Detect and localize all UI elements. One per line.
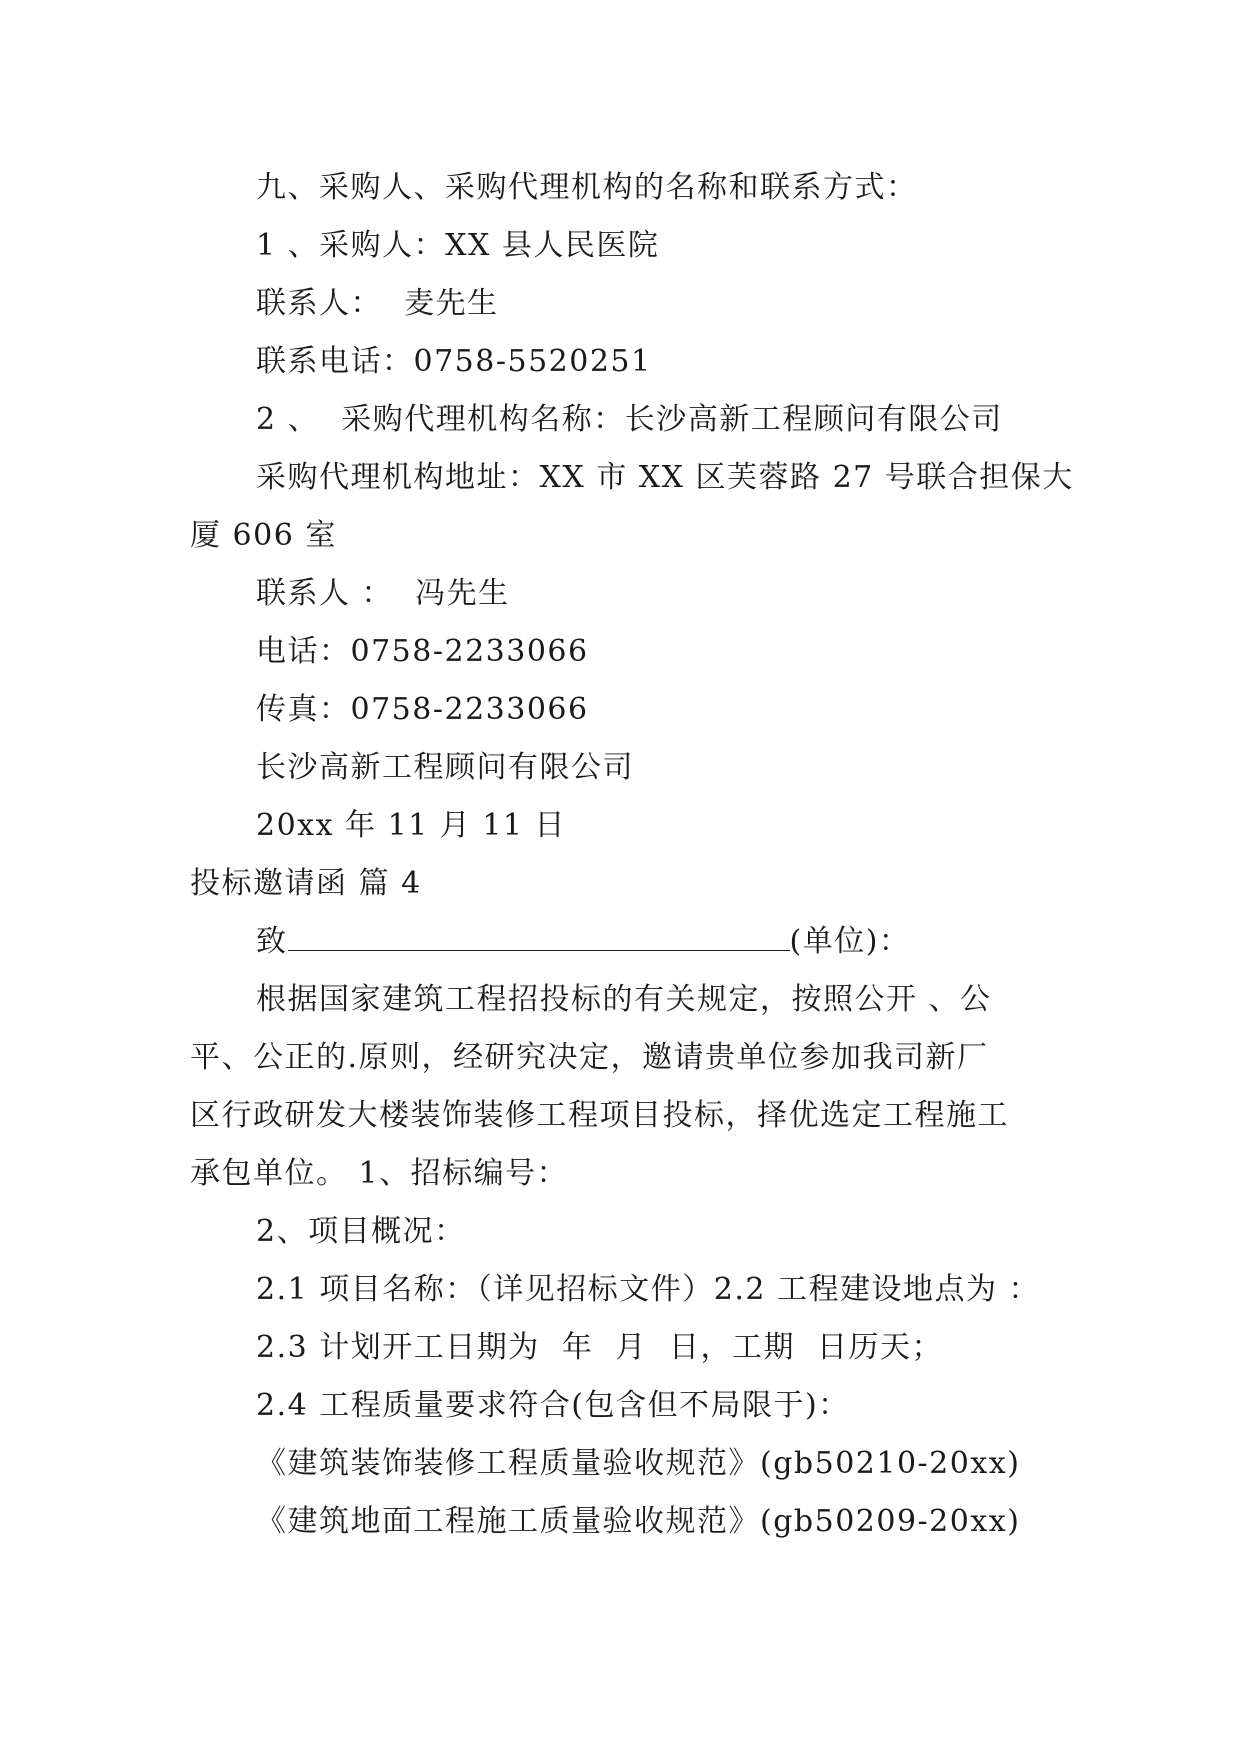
standard-ref: 《建筑装饰装修工程质量验收规范》(gb50210-20xx) (256, 1446, 1021, 1481)
agency-phone: 电话：0758-2233066 (256, 634, 589, 669)
agency-name: 2 、 采购代理机构名称：长沙高新工程顾问有限公司 (256, 402, 1003, 437)
agency-signature: 长沙高新工程顾问有限公司 (256, 750, 634, 785)
section-heading-9: 九、采购人、采购代理机构的名称和联系方式： (256, 170, 918, 205)
body-paragraph-line: 平、公正的.原则，经研究决定，邀请贵单位参加我司新厂 (190, 1040, 989, 1075)
addressee-line (256, 922, 910, 962)
section-title: 投标邀请函 篇 4 (190, 866, 422, 901)
addressee-suffix: (单位)： (789, 924, 911, 959)
agency-address-cont: 厦 606 室 (190, 518, 337, 553)
schedule-item: 2.3 计划开工日期为 年 月 日，工期 日历天； (256, 1330, 944, 1365)
project-name-item: 2.1 项目名称：（详见招标文件）2.2 工程建设地点为 ： (256, 1272, 1041, 1307)
standard-ref: 《建筑地面工程施工质量验收规范》(gb50209-20xx) (256, 1504, 1021, 1539)
purchaser-name: 1 、采购人：XX 县人民医院 (256, 228, 660, 263)
body-paragraph-line: 根据国家建筑工程招投标的有关规定，按照公开 、公 (256, 982, 992, 1017)
body-paragraph-line: 区行政研发大楼装饰装修工程项目投标，择优选定工程施工 (190, 1098, 1009, 1133)
purchaser-contact: 联系人： 麦先生 (256, 286, 499, 321)
agency-address: 采购代理机构地址：XX 市 XX 区芙蓉路 27 号联合担保大 (256, 460, 1074, 495)
agency-fax: 传真：0758-2233066 (256, 692, 589, 727)
addressee-prefix: 致 (256, 924, 288, 959)
body-paragraph-line: 承包单位。 1、招标编号： (190, 1156, 569, 1191)
document-date: 20xx 年 11 月 11 日 (256, 808, 567, 843)
project-overview-heading: 2、项目概况： (256, 1214, 466, 1249)
agency-contact: 联系人 ： 冯先生 (256, 576, 510, 611)
purchaser-phone: 联系电话：0758-5520251 (256, 344, 652, 379)
addressee-blank (288, 922, 790, 951)
quality-requirement-item: 2.4 工程质量要求符合(包含但不局限于)： (256, 1388, 850, 1423)
